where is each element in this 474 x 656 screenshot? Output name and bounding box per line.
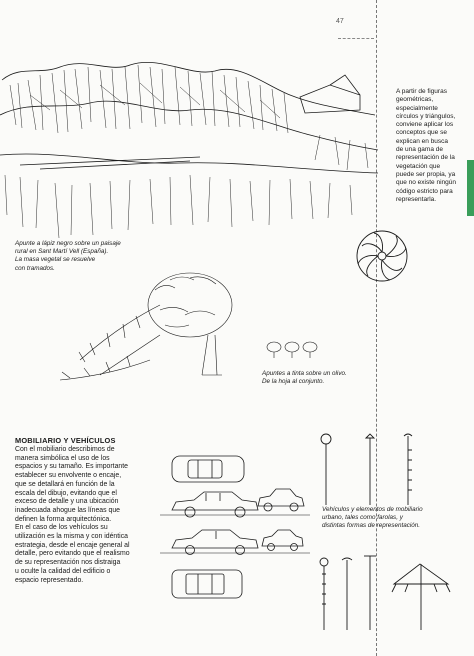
street-lamps-top [318, 430, 418, 510]
body-line: estrategia, desde el encaje general al [15, 541, 130, 549]
side-line: especialmente [396, 104, 438, 112]
side-line: conviene aplicar los [396, 121, 454, 129]
caption-line: rural en Sant Martí Vell (España). [15, 248, 109, 256]
section-heading: MOBILIARIO Y VEHÍCULOS [15, 436, 116, 445]
street-furniture-bottom [316, 554, 456, 634]
side-line: explican en busca [396, 137, 449, 145]
section-body [15, 446, 151, 585]
body-line: espacio representado. [15, 576, 84, 584]
caption-line: urbano, tales como farolas, y [322, 514, 403, 522]
side-note [396, 88, 458, 204]
body-line: escala del dibujo, evitando que el [15, 489, 117, 497]
body-line: En el caso de los vehículos su [15, 524, 108, 532]
side-line: conceptos que se [396, 129, 447, 137]
body-line: definen la forma arquitectónica. [15, 515, 112, 523]
caption-line: con tramados. [15, 264, 55, 272]
vehicle-plan-top [170, 452, 250, 486]
side-line: de una gama de [396, 146, 443, 154]
side-line: A partir de figuras [396, 88, 447, 95]
vehicles-caption [322, 506, 423, 531]
body-line: manera simbólica el uso de los [15, 454, 110, 462]
tree-plan-symbol [354, 228, 414, 288]
olive-tree-sketch [40, 250, 240, 400]
side-line: vegetación que [396, 162, 441, 170]
ground-line [160, 514, 310, 516]
ground-line [160, 552, 310, 554]
caption-line: De la hoja al conjunto. [262, 378, 325, 386]
side-line: círculos y triángulos, [396, 112, 456, 120]
header-rule [338, 38, 374, 39]
vehicle-side-small [256, 486, 306, 514]
caption-line: distintas formas de representación. [322, 522, 421, 530]
vehicle-side-compact [260, 528, 305, 554]
caption-line: Apuntes a tinta sobre un olivo. [262, 370, 347, 377]
side-line: que no existe ningún [396, 179, 456, 187]
body-line: utilización es la misma y con idéntica [15, 533, 128, 541]
caption-line: Vehículos y elementos de mobiliario [322, 506, 423, 513]
small-olive-trees [266, 340, 326, 360]
body-line: establecer su envolvente o encaje, [15, 472, 122, 480]
body-line: inadecuada ahogue las líneas que [15, 506, 120, 514]
body-line: exceso de detalle y una ubicación [15, 498, 119, 506]
body-line: Con el mobiliario describimos de [15, 446, 115, 453]
page-number: 47 [336, 18, 344, 25]
side-line: código estricto para [396, 187, 453, 195]
side-line: puede ser propia, ya [396, 170, 456, 178]
side-line: representación de la [396, 154, 455, 162]
olive-caption [262, 370, 347, 386]
body-line: de su representación nos distraiga [15, 559, 121, 567]
chapter-tab [467, 160, 474, 216]
body-line: que se detallará en función de la [15, 480, 115, 488]
body-line: detalle, pero evitando que el realismo [15, 550, 130, 558]
caption-line: La masa vegetal se resuelve [15, 256, 96, 264]
body-line: espacios y su tamaño. Es importante [15, 463, 128, 471]
side-line: representarla. [396, 195, 437, 203]
caption-line: Apunte a lápiz negro sobre un paisaje [15, 240, 121, 247]
body-line: u oculte la calidad del edificio o [15, 567, 111, 575]
side-line: geométricas, [396, 96, 434, 104]
vehicle-plan-outline [170, 566, 250, 602]
